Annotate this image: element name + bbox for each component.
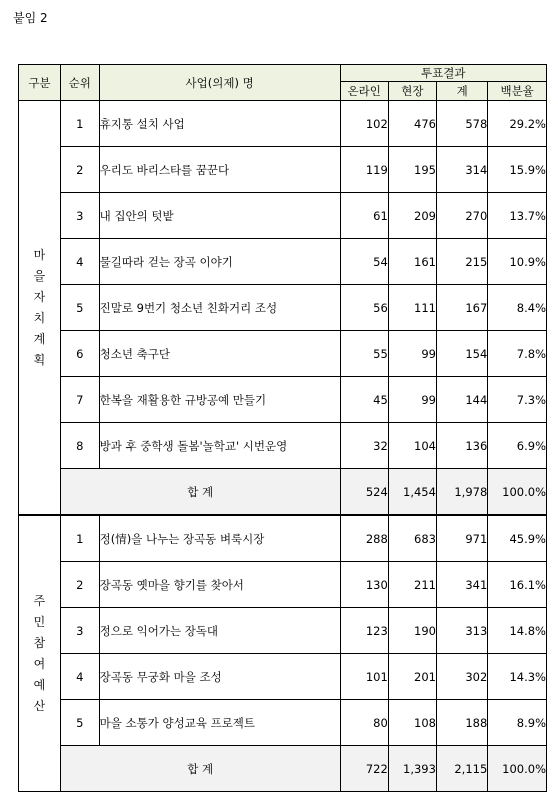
project-name-cell: 휴지통 설치 사업: [99, 101, 340, 147]
table-row: [19, 700, 547, 746]
rank-cell: 6: [60, 331, 99, 377]
rank-cell: 2: [60, 562, 99, 608]
percent-cell: 8.9%: [488, 700, 547, 746]
sum-row: [19, 469, 547, 516]
onsite-count-cell: 195: [388, 147, 436, 193]
project-name-cell: 청소년 축구단: [99, 331, 340, 377]
online-count-cell: 56: [340, 285, 388, 331]
onsite-count-cell: 108: [388, 700, 436, 746]
total-count-cell: 144: [436, 377, 487, 423]
total-count-cell: 167: [436, 285, 487, 331]
table-row: [19, 377, 547, 423]
table-row: [19, 331, 547, 377]
rank-cell: 4: [60, 239, 99, 285]
header-online: 온라인: [340, 82, 388, 101]
onsite-count-cell: 104: [388, 423, 436, 469]
header-project-name: 사업(의제) 명: [99, 65, 340, 101]
category-cell: [19, 515, 61, 792]
sum-total-cell: 2,115: [436, 746, 487, 792]
percent-cell: 6.9%: [488, 423, 547, 469]
online-count-cell: 102: [340, 101, 388, 147]
rank-cell: 5: [60, 700, 99, 746]
percent-cell: 14.3%: [488, 654, 547, 700]
online-count-cell: 130: [340, 562, 388, 608]
total-count-cell: 136: [436, 423, 487, 469]
percent-cell: 15.9%: [488, 147, 547, 193]
online-count-cell: 119: [340, 147, 388, 193]
onsite-count-cell: 476: [388, 101, 436, 147]
rank-cell: 8: [60, 423, 99, 469]
rank-cell: 3: [60, 193, 99, 239]
onsite-count-cell: 161: [388, 239, 436, 285]
rank-cell: 7: [60, 377, 99, 423]
header-onsite: 현장: [388, 82, 436, 101]
percent-cell: 13.7%: [488, 193, 547, 239]
onsite-count-cell: 201: [388, 654, 436, 700]
online-count-cell: 101: [340, 654, 388, 700]
rank-cell: 5: [60, 285, 99, 331]
vote-result-table: [18, 64, 547, 792]
total-count-cell: 270: [436, 193, 487, 239]
online-count-cell: 123: [340, 608, 388, 654]
online-count-cell: 80: [340, 700, 388, 746]
rank-cell: 1: [60, 515, 99, 562]
table-row: [19, 423, 547, 469]
total-count-cell: 971: [436, 515, 487, 562]
table-row: [19, 147, 547, 193]
percent-cell: 16.1%: [488, 562, 547, 608]
percent-cell: 8.4%: [488, 285, 547, 331]
header-vote-result: 투표결과: [340, 65, 546, 82]
online-count-cell: 288: [340, 515, 388, 562]
total-count-cell: 314: [436, 147, 487, 193]
table-row: [19, 193, 547, 239]
percent-cell: 7.3%: [488, 377, 547, 423]
sum-online-cell: 524: [340, 469, 388, 516]
online-count-cell: 32: [340, 423, 388, 469]
category-cell: [19, 101, 61, 516]
project-name-cell: 물길따라 걷는 장곡 이야기: [99, 239, 340, 285]
total-count-cell: 313: [436, 608, 487, 654]
table-row: [19, 562, 547, 608]
onsite-count-cell: 211: [388, 562, 436, 608]
sum-row: [19, 746, 547, 792]
online-count-cell: 55: [340, 331, 388, 377]
total-count-cell: 154: [436, 331, 487, 377]
rank-cell: 3: [60, 608, 99, 654]
sum-onsite-cell: 1,393: [388, 746, 436, 792]
table-row: [19, 285, 547, 331]
percent-cell: 29.2%: [488, 101, 547, 147]
onsite-count-cell: 99: [388, 377, 436, 423]
total-count-cell: 188: [436, 700, 487, 746]
project-name-cell: 장곡동 무궁화 마을 조성: [99, 654, 340, 700]
rank-cell: 1: [60, 101, 99, 147]
onsite-count-cell: 209: [388, 193, 436, 239]
sum-percent-cell: 100.0%: [488, 469, 547, 516]
project-name-cell: 내 집안의 텃밭: [99, 193, 340, 239]
header-percent: 백분율: [488, 82, 547, 101]
sum-onsite-cell: 1,454: [388, 469, 436, 516]
table-row: [19, 101, 547, 147]
table-row: [19, 515, 547, 562]
sum-label: 합 계: [60, 469, 340, 516]
rank-cell: 4: [60, 654, 99, 700]
onsite-count-cell: 99: [388, 331, 436, 377]
sum-percent-cell: 100.0%: [488, 746, 547, 792]
total-count-cell: 215: [436, 239, 487, 285]
header-category: 구분: [19, 65, 61, 101]
table-row: [19, 654, 547, 700]
sum-total-cell: 1,978: [436, 469, 487, 516]
attachment-label: 붙임 2: [13, 11, 48, 25]
project-name-cell: 정으로 익어가는 장독대: [99, 608, 340, 654]
project-name-cell: 장곡동 옛마을 향기를 찾아서: [99, 562, 340, 608]
header-total: 계: [436, 82, 487, 101]
online-count-cell: 61: [340, 193, 388, 239]
percent-cell: 10.9%: [488, 239, 547, 285]
project-name-cell: 방과 후 중학생 돌봄'놀학교' 시번운영: [99, 423, 340, 469]
onsite-count-cell: 111: [388, 285, 436, 331]
project-name-cell: 한복을 재활용한 규방공예 만들기: [99, 377, 340, 423]
total-count-cell: 302: [436, 654, 487, 700]
table-row: [19, 608, 547, 654]
percent-cell: 14.8%: [488, 608, 547, 654]
project-name-cell: 우리도 바리스타를 꿈꾼다: [99, 147, 340, 193]
project-name-cell: 진말로 9번기 청소년 친화거리 조성: [99, 285, 340, 331]
header-rank: 순위: [60, 65, 99, 101]
rank-cell: 2: [60, 147, 99, 193]
total-count-cell: 578: [436, 101, 487, 147]
percent-cell: 7.8%: [488, 331, 547, 377]
online-count-cell: 54: [340, 239, 388, 285]
total-count-cell: 341: [436, 562, 487, 608]
onsite-count-cell: 683: [388, 515, 436, 562]
project-name-cell: 정(情)을 나누는 장곡동 벼룩시장: [99, 515, 340, 562]
onsite-count-cell: 190: [388, 608, 436, 654]
project-name-cell: 마을 소통가 양성교육 프로젝트: [99, 700, 340, 746]
category-label: 마을자치계획: [33, 247, 46, 367]
percent-cell: 45.9%: [488, 515, 547, 562]
category-label: 주민참여예산: [33, 593, 46, 713]
sum-label: 합 계: [60, 746, 340, 792]
online-count-cell: 45: [340, 377, 388, 423]
sum-online-cell: 722: [340, 746, 388, 792]
table-row: [19, 239, 547, 285]
